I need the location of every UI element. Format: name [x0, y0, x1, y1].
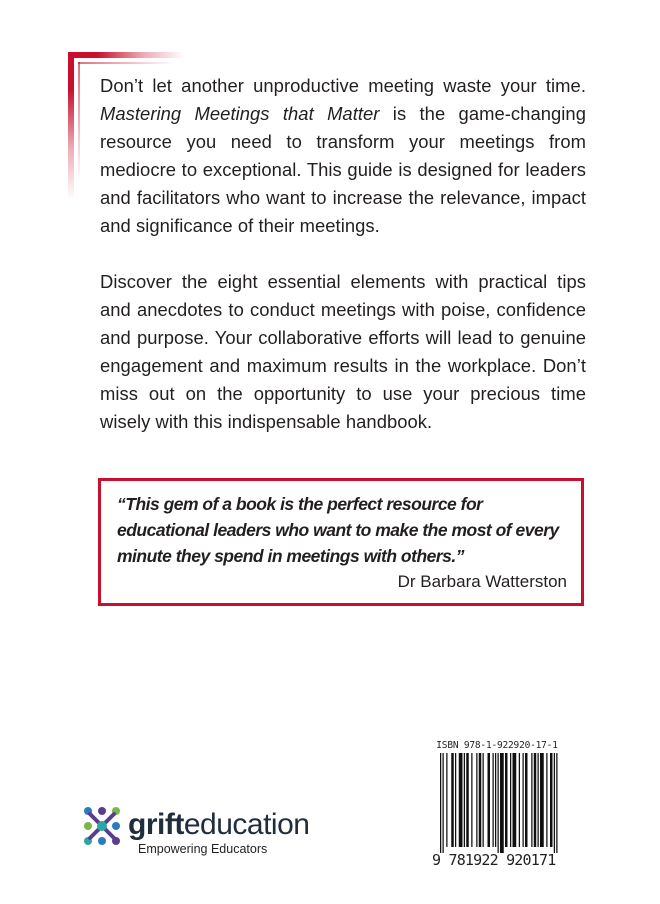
blurb-paragraph-2: Discover the eight essential elements with practical tips and anecdotes to conduct meetings with poise, confidence and purpose. Your collaborative efforts will lead to genuine engagement and maximum results in the workplace. Don’t miss out on the opportunity to use your precious time wisely with this indispensable handbook. — [100, 271, 586, 432]
barcode-digits: 9 781922 920171 — [432, 851, 556, 869]
endorsement-box — [98, 478, 584, 606]
blurb-paragraph-1: Don’t let another unproductive meeting waste your time. Mastering Meetings that Matter is the game-changing resource you need to transform your meetings from mediocre to exceptional. This guide is designed for leaders and facilitators who want to increase the relevance, impact and significance of their meetings. — [100, 75, 586, 236]
barcode-bars — [432, 753, 562, 853]
isbn-label: ISBN 978-1-922920-17-1 — [436, 740, 558, 751]
endorsement-quote: “This gem of a book is the perfect resource for educational leaders who want to make the most of every minute they spend in meetings with others.” — [117, 494, 559, 566]
isbn-barcode — [432, 740, 562, 876]
endorsement-author: Dr Barbara Watterston — [397, 572, 567, 591]
publisher-name: grifteducation — [128, 808, 310, 841]
grift-logo-icon — [82, 806, 122, 846]
blurb-text — [100, 72, 586, 464]
publisher-logo — [82, 806, 342, 856]
book-title: Mastering Meetings that Matter — [100, 103, 380, 124]
publisher-tagline: Empowering Educators — [138, 842, 268, 856]
